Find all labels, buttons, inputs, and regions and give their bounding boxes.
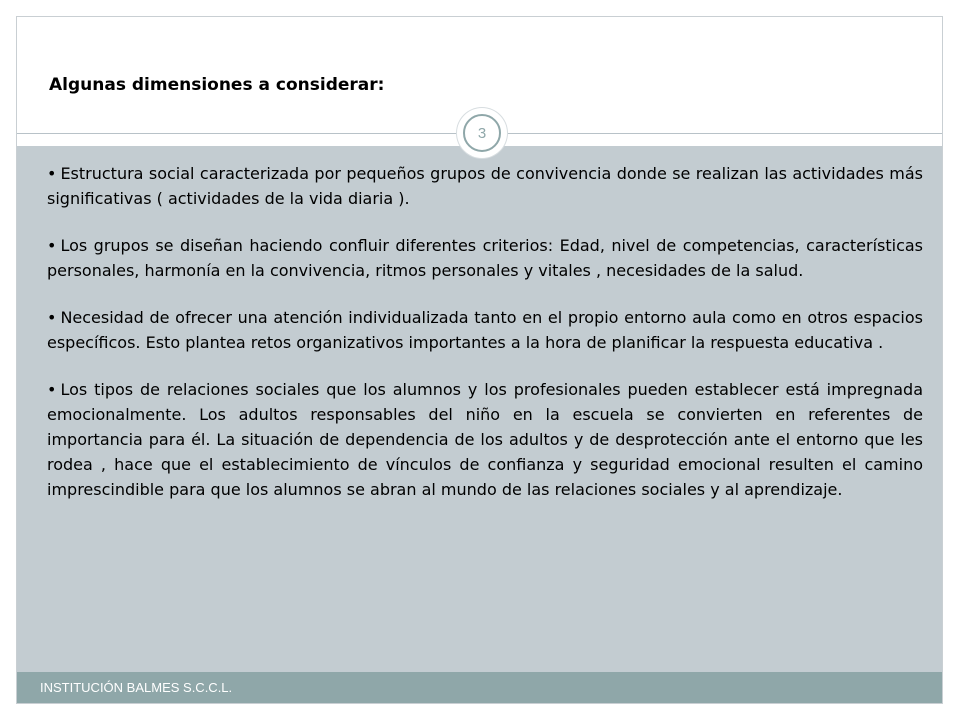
page-number-badge bbox=[457, 108, 507, 158]
bullet-text-2: Los grupos se diseñan haciendo confluir diferentes criterios: Edad, nivel de competencias, características personales, harmonía en la convivencia, ritmos personales y vitales , necesidades de la salud. bbox=[47, 236, 923, 280]
bullet-item-4 bbox=[47, 377, 923, 502]
bullet-item-2 bbox=[47, 233, 923, 283]
page-number: 3 bbox=[463, 114, 501, 152]
bullet-text-1: Estructura social caracterizada por pequeños grupos de convivencia donde se realizan las actividades más significativas ( actividades de la vida diaria ). bbox=[47, 164, 923, 208]
bullet-icon: • bbox=[47, 380, 57, 399]
bullet-item-1 bbox=[47, 161, 923, 211]
bullet-item-3 bbox=[47, 305, 923, 355]
bullet-icon: • bbox=[47, 164, 57, 183]
bullet-icon: • bbox=[47, 236, 57, 255]
bullet-text-3: Necesidad de ofrecer una atención individualizada tanto en el propio entorno aula como en otros espacios específicos. Esto plantea retos organizativos importantes a la hora de planificar la respuesta educativa . bbox=[47, 308, 923, 352]
bullet-text-4: Los tipos de relaciones sociales que los alumnos y los profesionales pueden establecer está impregnada emocionalmente. Los adultos responsables del niño en la escuela se convierten en referentes de importancia para él. La situación de dependencia de los adultos y de desprotección ante el entorno que les rodea , hace que el establecimiento de vínculos de confianza y seguridad emocional resulten el camino imprescindible para que los alumnos se abran al mundo de las relaciones sociales y al aprendizaje. bbox=[47, 380, 923, 499]
bullet-list bbox=[47, 161, 923, 524]
bullet-icon: • bbox=[47, 308, 57, 327]
slide-title: Algunas dimensiones a considerar: bbox=[49, 75, 385, 95]
footer-institution: INSTITUCIÓN BALMES S.C.C.L. bbox=[40, 680, 233, 695]
